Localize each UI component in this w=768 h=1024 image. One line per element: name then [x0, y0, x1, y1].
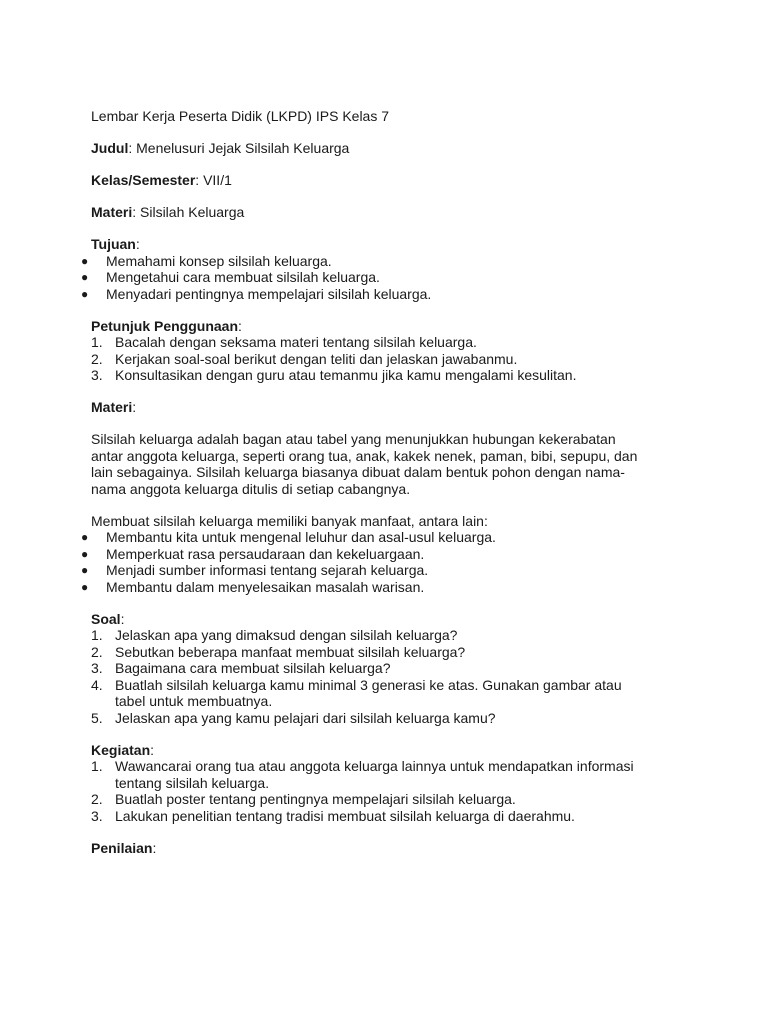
- judul-line: [91, 140, 691, 157]
- materi-label: Materi: [91, 204, 133, 220]
- list-item: 3. Bagaimana cara membuat silsilah keluarga?: [91, 660, 391, 676]
- materi-paragraph: Silsilah keluarga adalah bagan atau tabel yang menunjukkan hubungan kekerabatan antar anggota keluarga, seperti orang tua, anak, kakek nenek, paman, bibi, sepupu, dan lain sebagainya. Silsilah keluarga biasanya dibuat dalam bentuk pohon dengan nama-nama anggota keluarga ditulis di setiap cabangnya.: [91, 431, 638, 497]
- materi-line: [91, 204, 691, 221]
- list-item: ● Mengetahui cara membuat silsilah keluarga.: [82, 269, 691, 286]
- list-item: 1. Wawancarai orang tua atau anggota keluarga lainnya untuk mendapatkan informasi tentang silsilah keluarga.: [91, 758, 634, 791]
- judul-label: Judul: [91, 140, 129, 156]
- penilaian-heading: Penilaian:: [91, 839, 157, 856]
- list-item: 3. Konsultasikan dengan guru atau temanmu jika kamu mengalami kesulitan.: [91, 367, 577, 383]
- kegiatan-heading: Kegiatan:: [91, 741, 155, 758]
- list-item: 3. Lakukan penelitian tentang tradisi membuat silsilah keluarga di daerahmu.: [91, 807, 575, 824]
- petunjuk-label: Petunjuk Penggunaan: [91, 317, 239, 334]
- list-item: 4. Buatlah silsilah keluarga kamu minimal 3 generasi ke atas. Gunakan gambar atau tabel untuk membuatnya.: [91, 676, 622, 709]
- list-item: ● Membantu kita untuk mengenal leluhur dan asal-usul keluarga.: [82, 529, 691, 546]
- manfaat-list: [91, 529, 691, 595]
- list-item: ● Menjadi sumber informasi tentang sejarah keluarga.: [82, 562, 691, 579]
- soal-label: Soal: [91, 610, 121, 627]
- list-item: ● Membantu dalam menyelesaikan masalah warisan.: [82, 579, 691, 596]
- list-item: ● Memahami konsep silsilah keluarga.: [82, 253, 691, 270]
- petunjuk-list: [91, 334, 691, 384]
- list-item: 2. Sebutkan beberapa manfaat membuat silsilah keluarga?: [91, 643, 466, 660]
- list-item: 2. Kerjakan soal-soal berikut dengan teliti dan jelaskan jawabanmu.: [91, 350, 518, 367]
- list-item: 1. Bacalah dengan seksama materi tentang silsilah keluarga.: [91, 334, 477, 350]
- tujuan-label: Tujuan: [91, 236, 136, 252]
- list-item: ● Memperkuat rasa persaudaraan dan kekeluargaan.: [82, 546, 691, 563]
- soal-list: [91, 627, 691, 726]
- list-item: 2. Buatlah poster tentang pentingnya mempelajari silsilah keluarga.: [91, 791, 516, 807]
- kelas-value: : VII/1: [195, 172, 232, 188]
- soal-heading: Soal:: [91, 610, 125, 627]
- tujuan-heading: Tujuan:: [91, 236, 140, 252]
- kegiatan-list: [91, 758, 691, 824]
- materi-heading: Materi:: [91, 399, 137, 415]
- materi-intro: Membuat silsilah keluarga memiliki banyak manfaat, antara lain:: [91, 512, 488, 529]
- kegiatan-label: Kegiatan: [91, 741, 151, 758]
- judul-value: : Menelusuri Jejak Silsilah Keluarga: [128, 140, 350, 156]
- materi-value: : Silsilah Keluarga: [132, 204, 245, 220]
- list-item: 1. Jelaskan apa yang dimaksud dengan silsilah keluarga?: [91, 627, 458, 643]
- document-title: Lembar Kerja Peserta Didik (LKPD) IPS Kelas 7: [91, 108, 390, 124]
- kelas-label: Kelas/Semester: [91, 172, 196, 188]
- list-item: ● Menyadari pentingnya mempelajari silsilah keluarga.: [82, 286, 691, 303]
- kelas-line: [91, 172, 691, 189]
- tujuan-list: [91, 253, 691, 303]
- petunjuk-heading: Petunjuk Penggunaan:: [91, 317, 242, 334]
- materi-section-label: Materi: [91, 399, 133, 415]
- list-item: 5. Jelaskan apa yang kamu pelajari dari silsilah keluarga kamu?: [91, 709, 496, 726]
- penilaian-label: Penilaian: [91, 839, 153, 856]
- document-page: [91, 108, 691, 856]
